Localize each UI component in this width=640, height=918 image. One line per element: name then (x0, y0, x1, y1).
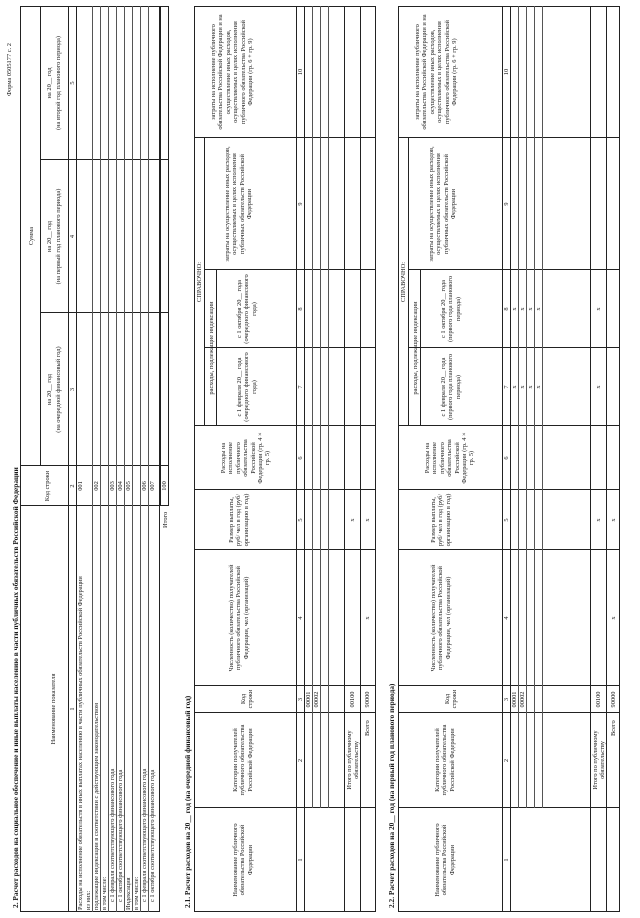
h-sub: расходы, подлежащие индексации (412, 301, 419, 395)
row-label: с 1 февраля соответствующего финансового года (141, 768, 148, 902)
row-code: 00002 (519, 691, 526, 708)
row-label: Расходы на исполнение обязательств в иных выплатах населению в части публичных обязательств Российской Федерации (77, 576, 84, 910)
h10: затраты на исполнение публичного обязательства Российской Федерации и на осуществление иных расходов, осуществляемых в целях исполнения публичного обязательства Российской Федерации (гр. 6 + гр. 9) (414, 14, 459, 130)
h4: Численность (количество) получателей публичного обязательства Российской Федерации, чел (организаций) (430, 564, 452, 672)
section-2-1-title: 2.1. Расчет расходов на 20__ год (на очередной финансовый год) (183, 695, 192, 908)
col-header-y1-note: (на очередной финансовый год) (55, 346, 62, 433)
h10: затраты на исполнение публичного обязательства Российской Федерации и на осуществление иных расходов, осуществляемых в целях исполнения публичного обязательства Российской Федерации (гр. 6 + гр. 9) (210, 14, 255, 130)
h2: Категории получателей публичного обязательства Российской Федерации (232, 724, 254, 796)
total-label: Итого (162, 511, 169, 528)
x-mark: x (610, 616, 617, 620)
section-2-table (20, 6, 160, 912)
h5: Размер выплаты, руб/ чел в год (руб/ организацию в год) (430, 493, 452, 547)
row-label: Индексация (125, 877, 132, 910)
col-header-code: Код строки (44, 470, 51, 502)
total-code: 100 (161, 481, 168, 491)
h7: с 1 февраля 20__ года (первого года планового периода) (440, 353, 462, 421)
h-sub: расходы, подлежащие индексации (208, 301, 215, 395)
h-ref: СПРАВОЧНО: (400, 261, 407, 303)
col-num: 1 (297, 858, 304, 862)
col-header-y1: на 20__ год (46, 374, 53, 405)
h6: Расходы на исполнение публичного обязательства Российской Федерации (гр. 4 × гр. 5) (220, 432, 272, 484)
col-num: 9 (503, 202, 510, 206)
x-mark: x (364, 518, 371, 522)
col-header-y2-note: (на первый год планового периода) (55, 188, 62, 285)
col-num: 1 (503, 858, 510, 862)
col-num: 5 (69, 81, 76, 85)
col-num: 7 (503, 385, 510, 389)
x-mark: x (595, 307, 602, 311)
x-mark: x (349, 518, 356, 522)
h3: Код строки (240, 689, 255, 709)
x-mark: x (519, 307, 526, 311)
row-label: с 1 февраля соответствующего финансового года (109, 768, 116, 902)
row-label: с 1 октября соответствующего финансового года (149, 769, 156, 902)
x-mark: x (511, 307, 518, 311)
row-code: 003 (109, 481, 116, 491)
x-mark: x (527, 385, 534, 389)
col-header-y3: на 20__ год (46, 67, 53, 99)
row-code: 00001 (511, 691, 518, 708)
col-header-y2: на 20__ год (46, 221, 53, 252)
col-num: 8 (503, 307, 510, 311)
x-mark: x (511, 385, 518, 389)
section-2-title: 2. Расчет расходов на социальное обеспечение и иные выплаты населению в части публичных обязательств Российской Федерации (11, 467, 20, 908)
x-mark: x (519, 385, 526, 389)
col-header-y3-note: (на второй год планового периода) (55, 35, 62, 131)
col-num: 2 (297, 758, 304, 763)
x-mark: x (527, 307, 534, 311)
col-num: 2 (503, 758, 510, 763)
x-mark: x (535, 307, 542, 311)
total-label: Всего (364, 720, 371, 736)
col-num: 4 (503, 616, 510, 620)
x-mark: x (610, 518, 617, 522)
row-code: 006 (141, 481, 148, 491)
row-code: 00002 (313, 691, 320, 708)
row-label: подлежащие индексации в соответствии с действующим законодательством (93, 702, 100, 910)
h5: Размер выплаты, руб/ чел в год (руб/ организацию в год) (228, 493, 250, 547)
row-code: 007 (149, 481, 156, 491)
row-code: 00001 (305, 691, 312, 708)
h9: затраты на осуществление иных расходов, осуществляемых в целях исполнения публичных обязательств Российской Федерации (428, 146, 458, 262)
total-label: Всего (610, 720, 617, 736)
col-num: 1 (69, 707, 76, 711)
row-code: 004 (117, 481, 124, 491)
h1: Наименование публичного обязательства Российской Федерации (434, 823, 456, 897)
h6: Расходы на исполнение публичного обязательства Российской Федерации (гр. 4 × гр. 5) (424, 432, 476, 484)
col-num: 8 (297, 307, 304, 311)
h9: затраты на осуществление иных расходов, осуществляемых в целях исполнения публичных обязательств Российской Федерации (224, 146, 254, 262)
subtotal-code: 00100 (349, 691, 356, 708)
col-num: 3 (69, 387, 76, 392)
subtotal-code: 00100 (595, 691, 602, 708)
total-code: 90000 (610, 691, 617, 708)
h2: Категории получателей публичного обязательства Российской Федерации (434, 724, 456, 796)
h-ref: СПРАВОЧНО: (196, 261, 203, 303)
x-mark: x (595, 518, 602, 522)
col-num: 5 (503, 518, 510, 522)
row-code: 005 (125, 481, 132, 491)
row-label: из них: (85, 890, 92, 910)
subtotal-label: Итого по публичному обязательству (592, 730, 607, 790)
x-mark: x (535, 385, 542, 389)
section-2-2-title: 2.2. Расчет расходов на 20__ год (на первый год планового периода) (387, 683, 396, 908)
col-header-name: Наименование показателя (50, 673, 57, 745)
col-num: 3 (503, 697, 510, 702)
col-num: 4 (297, 616, 304, 620)
form-code: Форма 0505177 с. 2 (6, 43, 13, 96)
row-label: в том числе: (101, 876, 108, 910)
col-num: 10 (297, 68, 304, 76)
row-label: в том числе: (133, 876, 140, 910)
h3: Код строки (444, 689, 459, 709)
col-num: 6 (503, 456, 510, 460)
h1: Наименование публичного обязательства Российской Федерации (232, 823, 254, 897)
col-num: 4 (69, 234, 76, 239)
x-mark: x (364, 616, 371, 620)
col-num: 5 (297, 518, 304, 522)
col-header-sum: Сумма (28, 226, 35, 246)
col-num: 9 (297, 202, 304, 206)
col-num: 3 (297, 697, 304, 702)
h8: с 1 октября 20__ года (очередного финансового года) (236, 274, 258, 344)
x-mark: x (595, 385, 602, 389)
h7: с 1 февраля 20__ года (очередного финансового года) (236, 352, 258, 422)
row-code: 001 (77, 481, 84, 491)
col-num: 6 (297, 456, 304, 460)
col-num: 7 (297, 385, 304, 389)
col-num: 10 (503, 68, 510, 76)
col-num: 2 (69, 484, 76, 488)
row-code: 002 (93, 481, 100, 491)
h4: Численность (количество) получателей публичного обязательства Российской Федерации, чел (организаций) (228, 564, 250, 672)
total-code: 90000 (364, 691, 371, 708)
row-label: с 1 октября соответствующего финансового года (117, 769, 124, 902)
subtotal-label: Итого по публичному обязательству (346, 730, 361, 790)
h8: с 1 октября 20__ года (первого года планового периода) (440, 275, 462, 343)
